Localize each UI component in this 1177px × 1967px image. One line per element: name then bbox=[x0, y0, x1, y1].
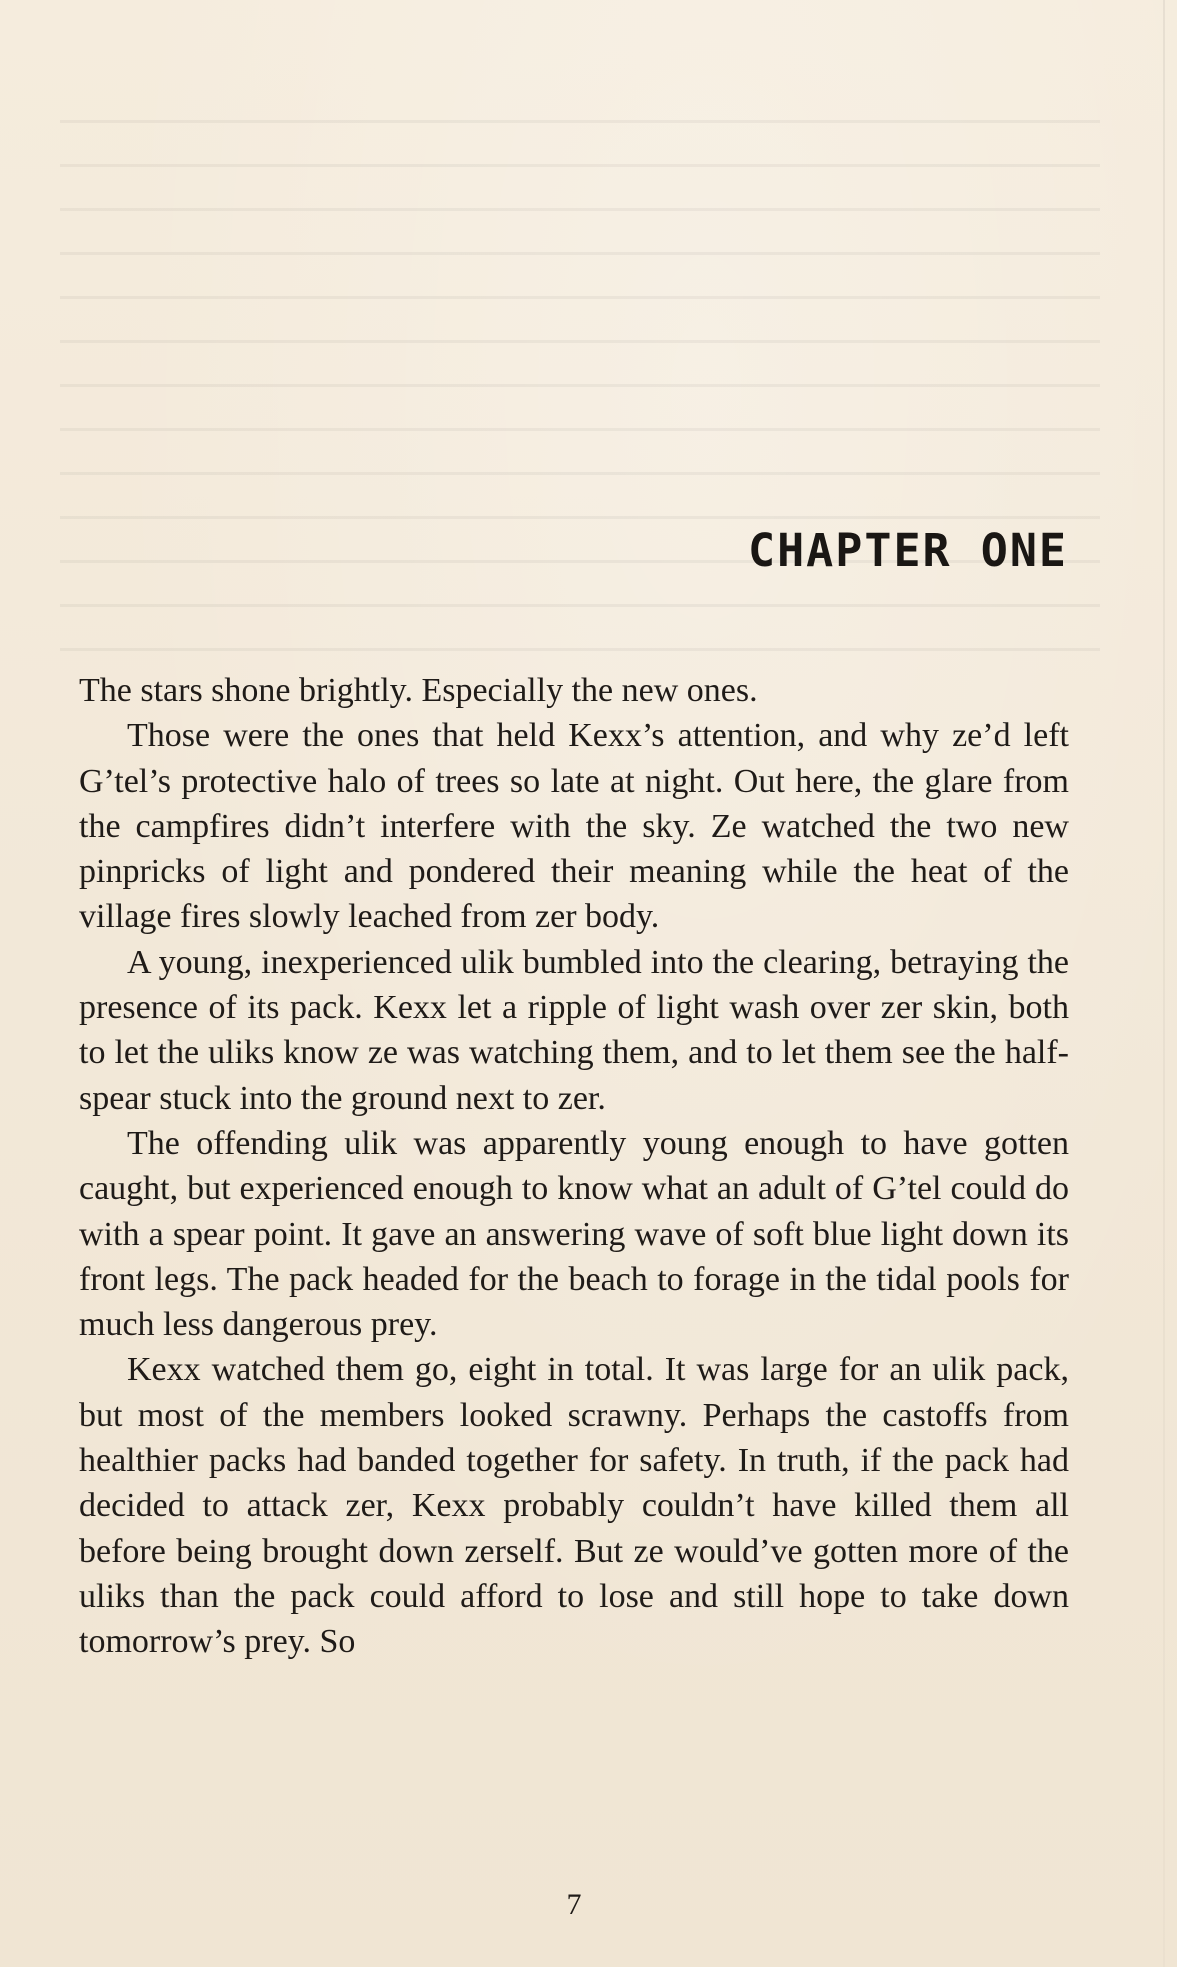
paragraph-2: Those were the ones that held Kexx’s attention, and why ze’d left G’tel’s protective halo of trees so late at night. Out here, the glare from the campfires didn’t interfere with the sky. Ze watched the two new pinpricks of light and pondered their meaning while the heat of the village fires slowly leached from zer body. bbox=[79, 717, 1069, 936]
paragraph-3: A young, inexperienced ulik bumbled into the clearing, betraying the presence of its pack. Kexx let a ripple of light wash over zer skin, both to let the uliks know ze was watching them, and to let them see the half-spear stuck into the ground next to zer. bbox=[79, 943, 1069, 1117]
paragraph-4: The offending ulik was apparently young enough to have gotten caught, but experienced enough to know what an adult of G’tel could do with a spear point. It gave an answering wave of soft blue light down its front legs. The pack headed for the beach to forage in the tidal pools for much less dangerous prey. bbox=[79, 1124, 1069, 1344]
paragraph-1: The stars shone brightly. Especially the new ones. bbox=[79, 672, 758, 709]
page-number: 7 bbox=[566, 1888, 582, 1921]
chapter-title: CHAPTER ONE bbox=[747, 524, 1068, 577]
page-edge-shadow bbox=[1163, 0, 1165, 1967]
paragraph-5: Kexx watched them go, eight in total. It was large for an ulik pack, but most of the members looked scrawny. Perhaps the castoffs from healthier packs had banded together for safety. In truth, if the pack had decided to attack zer, Kexx probably couldn’t have killed them all before being brought down zerself. But ze would’ve gotten more of the uliks than the pack could afford to lose and still hope to take down tomorrow’s prey. So bbox=[79, 1351, 1069, 1661]
show-through-texture bbox=[60, 120, 1100, 680]
body-text bbox=[79, 668, 1069, 1665]
